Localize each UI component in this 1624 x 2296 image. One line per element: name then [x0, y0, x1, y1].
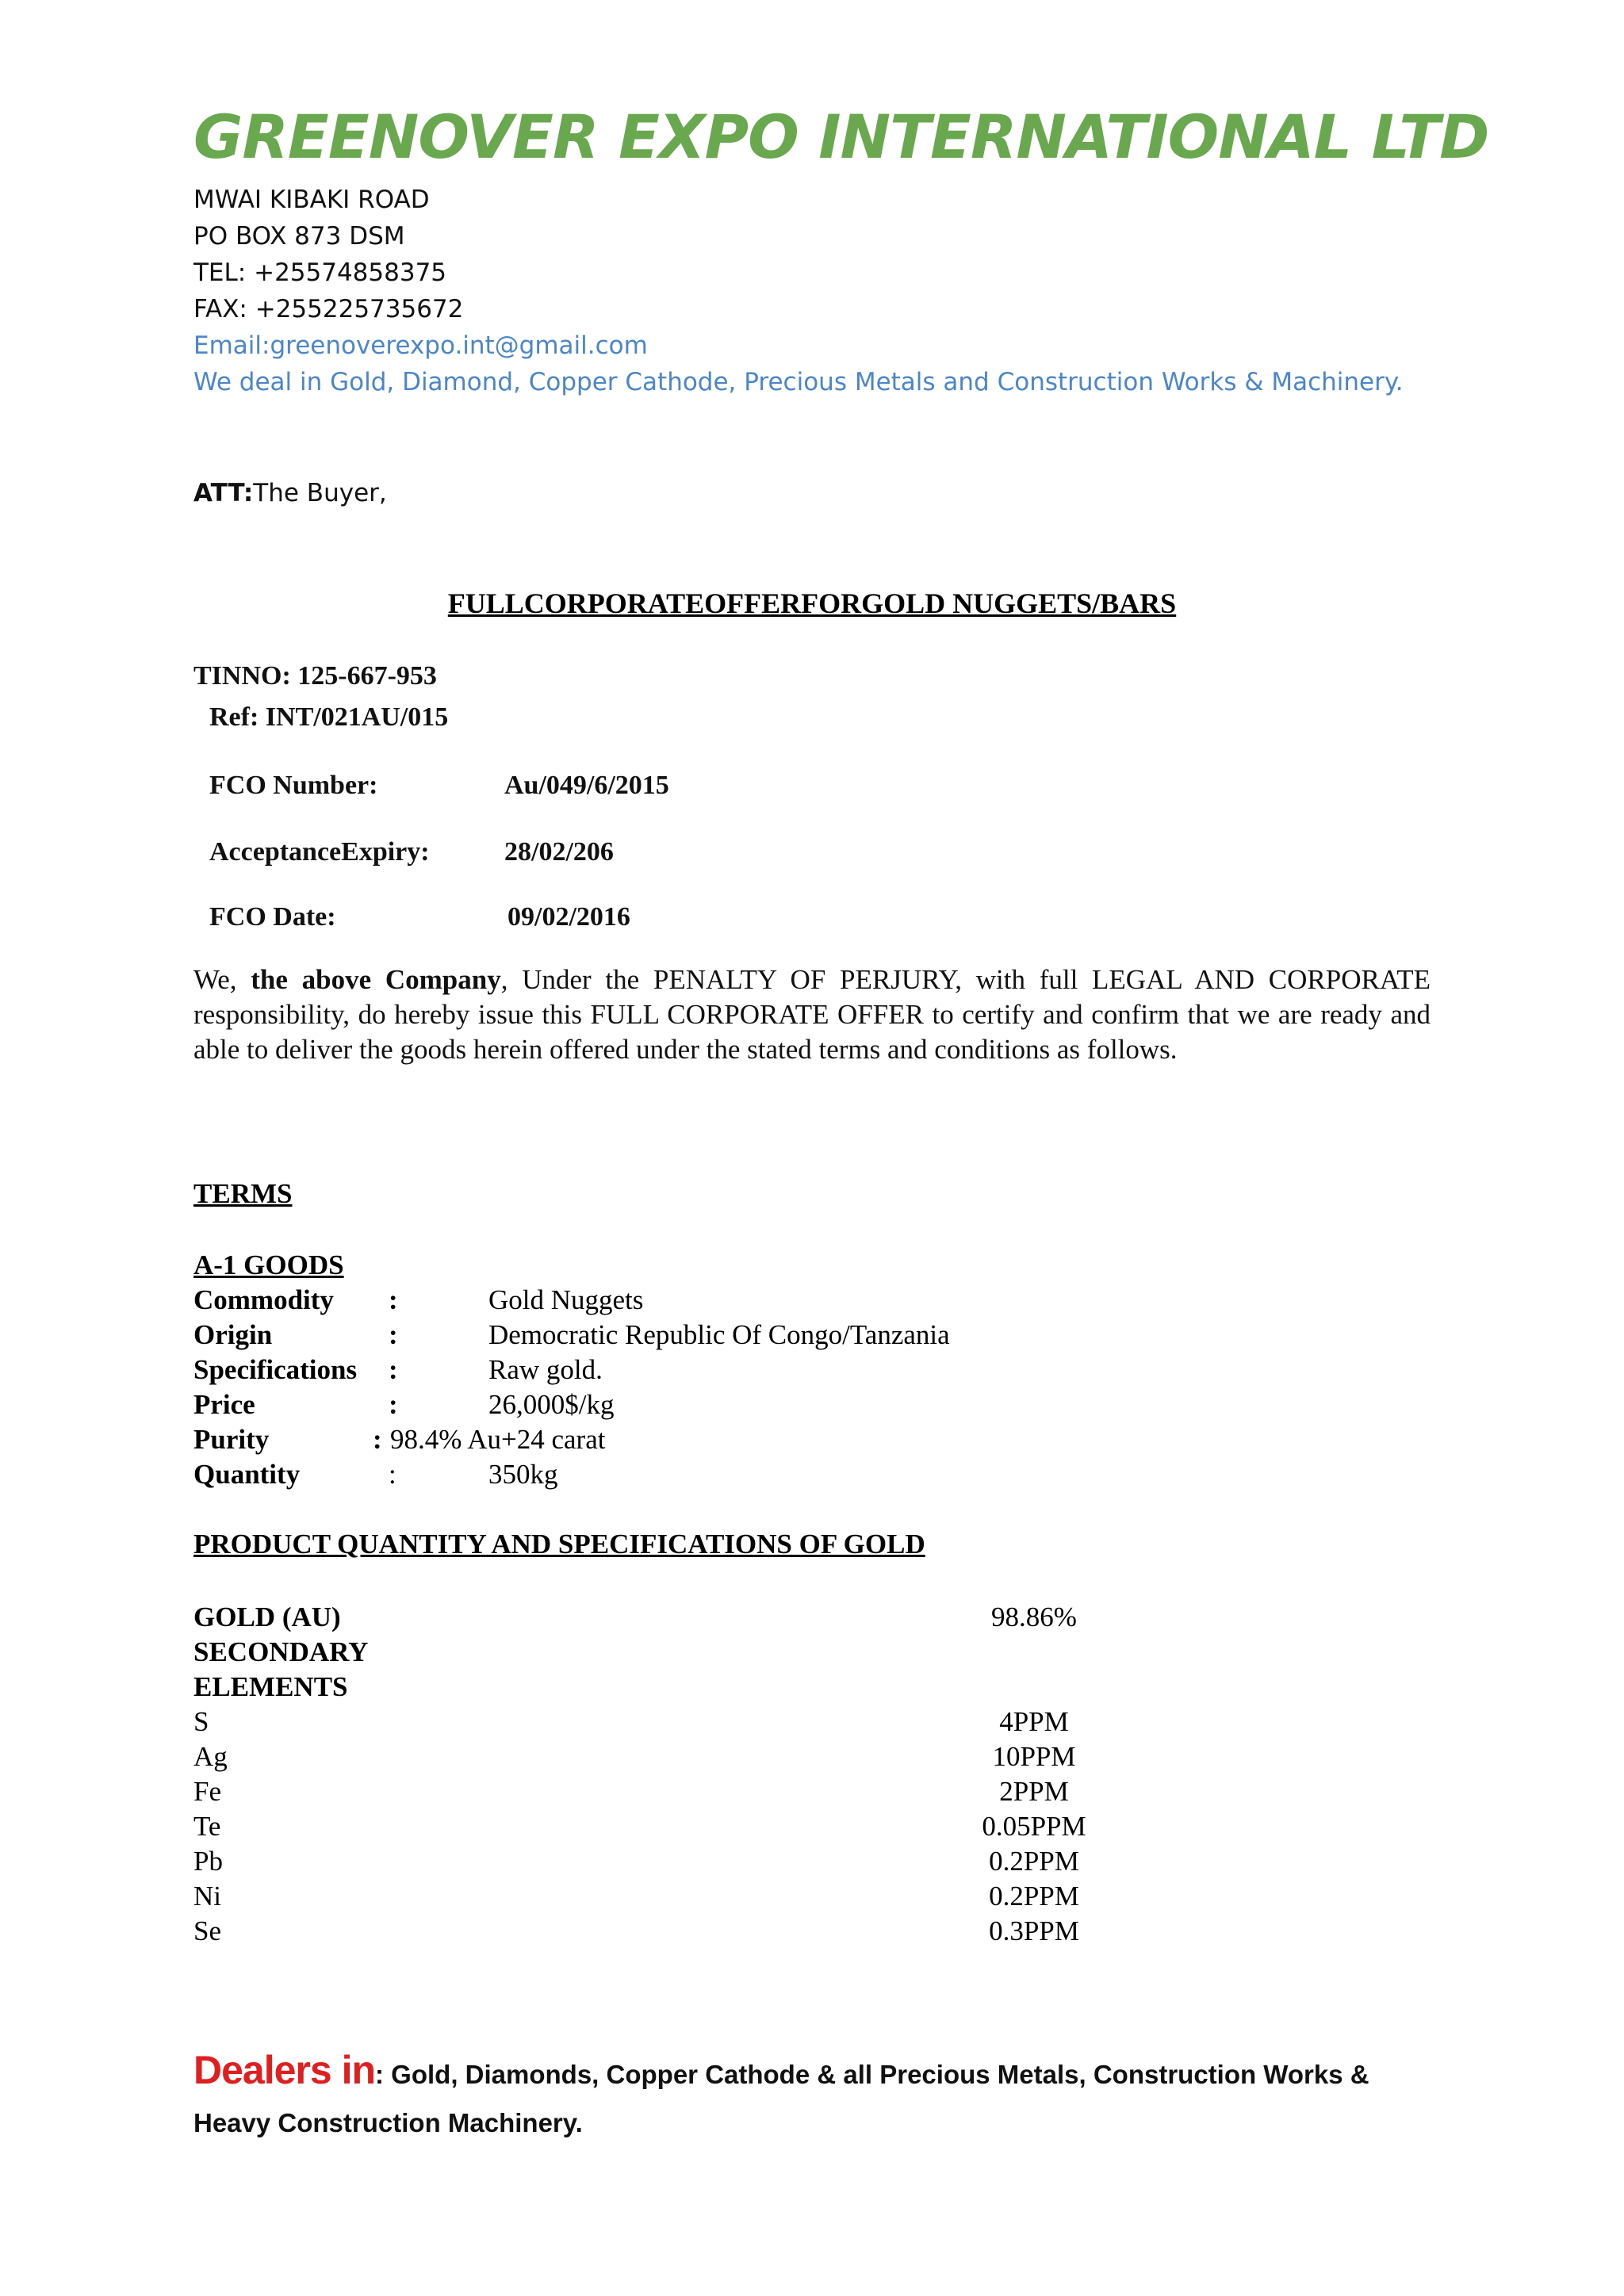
goods-label: Quantity	[193, 1459, 301, 1490]
spec-label: Fe	[193, 1776, 221, 1807]
spec-value: 10PPM	[992, 1741, 1076, 1772]
goods-value: 350kg	[488, 1459, 558, 1490]
footer-dealers-label: Dealers in	[193, 2048, 376, 2092]
attention-label: ATT:	[193, 479, 254, 507]
footer-dealers	[193, 2049, 1431, 2150]
goods-heading: A-1 GOODS	[193, 1249, 344, 1280]
offer-statement-company: the above Company	[251, 964, 501, 995]
acceptance-expiry-label: AcceptanceExpiry:	[209, 837, 430, 867]
company-tagline: We deal in Gold, Diamond, Copper Cathode, Precious Metals and Construction Works & Machinery.	[193, 368, 1404, 396]
spec-row-element	[193, 1741, 1431, 1776]
address-line-tel: TEL: +25574858375	[193, 258, 447, 287]
goods-label: Commodity	[193, 1284, 334, 1315]
fco-date-value: 09/02/2016	[508, 902, 630, 932]
spec-row-element	[193, 1915, 1431, 1950]
offer-statement-body: , Under the PENALTY OF PERJURY, with full LEGAL AND CORPORATE responsibility, do hereby issue this FULL CORPORATE OFFER to certify and confirm that we are ready and able to deliver the goods herein offered under the stated terms and conditions as follows.	[193, 964, 1431, 1065]
goods-colon: :	[389, 1389, 398, 1420]
goods-label: Price	[193, 1389, 255, 1420]
spec-label: Pb	[193, 1846, 223, 1877]
spec-label: Ni	[193, 1881, 221, 1911]
goods-value: 98.4% Au+24 carat	[390, 1424, 606, 1455]
goods-colon: :	[389, 1284, 398, 1315]
spec-label: SECONDARY	[193, 1636, 369, 1667]
spec-row-element	[193, 1776, 1431, 1811]
spec-row-element	[193, 1846, 1431, 1881]
tin-number: TINNO: 125-667-953	[193, 661, 437, 691]
footer-dealers-text: : Gold, Diamonds, Copper Cathode & all Precious Metals, Construction Works & Heavy Construction Machinery.	[193, 2060, 1369, 2137]
spec-value: 4PPM	[999, 1706, 1069, 1737]
spec-label: Se	[193, 1915, 221, 1946]
company-name: GREENOVER EXPO INTERNATIONAL LTD	[193, 101, 1489, 172]
spec-label: S	[193, 1706, 209, 1737]
goods-colon: :	[389, 1319, 398, 1350]
spec-row-secondary	[193, 1636, 1431, 1671]
document-page	[193, 0, 1489, 2296]
spec-row-element	[193, 1881, 1431, 1915]
attention-value: The Buyer,	[253, 479, 387, 507]
spec-value: 98.86%	[991, 1601, 1077, 1632]
email-link[interactable]: Email:greenoverexpo.int@gmail.com	[193, 331, 648, 360]
spec-row-gold	[193, 1601, 1431, 1636]
offer-title: FULLCORPORATEOFFERFORGOLD NUGGETS/BARS	[447, 587, 1177, 619]
spec-value: 0.3PPM	[989, 1915, 1079, 1946]
goods-colon: :	[389, 1459, 396, 1490]
spec-label: Ag	[193, 1741, 228, 1772]
address-line-road: MWAI KIBAKI ROAD	[193, 186, 430, 214]
address-line-fax: FAX: +255225735672	[193, 295, 464, 323]
fco-date-label: FCO Date:	[209, 902, 336, 932]
address-line-pobox: PO BOX 873 DSM	[193, 222, 405, 251]
spec-row-elements	[193, 1671, 1431, 1706]
spec-label: ELEMENTS	[193, 1671, 348, 1702]
attention-line	[193, 479, 387, 507]
acceptance-expiry-value: 28/02/206	[504, 837, 614, 867]
goods-value: 26,000$/kg	[488, 1389, 615, 1420]
spec-row-element	[193, 1706, 1431, 1741]
specs-heading: PRODUCT QUANTITY AND SPECIFICATIONS OF GOLD	[193, 1529, 925, 1559]
goods-colon: :	[373, 1424, 382, 1455]
spec-value: 0.05PPM	[982, 1811, 1086, 1842]
spec-label: Te	[193, 1811, 221, 1842]
spec-row-element	[193, 1811, 1431, 1846]
spec-value: 0.2PPM	[989, 1846, 1079, 1877]
goods-label: Purity	[193, 1424, 270, 1455]
fco-number-label: FCO Number:	[209, 771, 378, 800]
terms-heading: TERMS	[193, 1178, 293, 1209]
spec-value: 2PPM	[999, 1776, 1069, 1807]
goods-label: Specifications	[193, 1354, 358, 1385]
goods-value: Raw gold.	[488, 1354, 603, 1385]
goods-value: Democratic Republic Of Congo/Tanzania	[488, 1319, 950, 1350]
goods-colon: :	[389, 1354, 398, 1385]
spec-value: 0.2PPM	[989, 1881, 1079, 1911]
offer-statement	[193, 962, 1431, 1067]
reference-number: Ref: INT/021AU/015	[209, 702, 449, 732]
goods-label: Origin	[193, 1319, 273, 1350]
fco-number-value: Au/049/6/2015	[504, 771, 669, 800]
offer-statement-we: We,	[193, 964, 251, 995]
goods-value: Gold Nuggets	[488, 1284, 644, 1315]
spec-label: GOLD (AU)	[193, 1601, 341, 1632]
